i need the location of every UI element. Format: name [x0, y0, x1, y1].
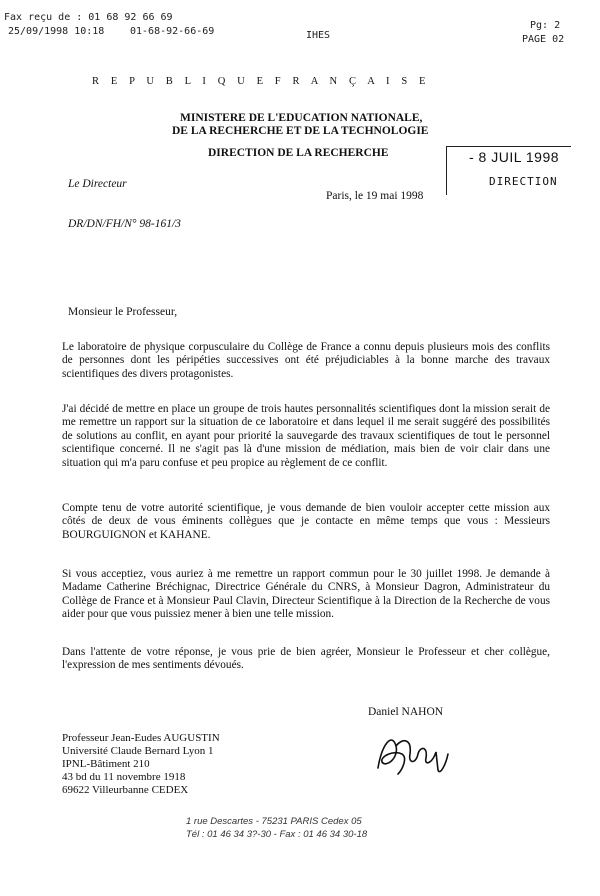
- received-stamp: [446, 146, 571, 195]
- handwritten-signature: [372, 724, 452, 780]
- recipient-line: 43 bd du 11 novembre 1918: [62, 771, 186, 783]
- signatory-name: Daniel NAHON: [368, 706, 444, 718]
- reference-number: DR/DN/FH/N° 98-161/3: [68, 218, 181, 230]
- recipient-line: IPNL-Bâtiment 210: [62, 758, 150, 770]
- fax-page-label: Pg: 2: [530, 20, 561, 31]
- fax-number: 01-68-92-66-69: [130, 26, 215, 37]
- ministry-line-2: DE LA RECHERCHE ET DE LA TECHNOLOGIE: [172, 125, 429, 137]
- fax-page-number: PAGE 02: [522, 34, 565, 45]
- body-paragraph-2: J'ai décidé de mettre en place un groupe de trois hautes personnalités scientifiques dont la mission serait de me remettre un rapport sur la situation de ce laboratoire et dans lequel il me serait suggéré des possibilités de solutions au conflit, en ayant pour priorité la sauvegarde des travaux scientifiques de tout le personnel scientifique concerné. Il ne s'agit pas là d'une mission de médiation, mais bien de voir clair dans une situation qui m'a paru confuse et peu propice au règlement de ce conflit.: [62, 403, 550, 469]
- fax-received-line: Fax reçu de : 01 68 92 66 69: [4, 12, 173, 23]
- ministry-line-1: MINISTERE DE L'EDUCATION NATIONALE,: [180, 112, 423, 124]
- stamp-label: DIRECTION: [489, 175, 558, 188]
- republic-heading: R E P U B L I Q U E F R A N Ç A I S E: [92, 76, 431, 87]
- direction-heading: DIRECTION DE LA RECHERCHE: [208, 147, 389, 159]
- place-date: Paris, le 19 mai 1998: [326, 190, 424, 202]
- body-paragraph-1: Le laboratoire de physique corpusculaire du Collège de France a connu depuis plusieurs mois des conflits de personnes dont les péripéties successives ont été préjudiciables à la bonne marche des travaux scientifiques des divers protagonistes.: [62, 341, 550, 380]
- salutation: Monsieur le Professeur,: [68, 306, 178, 318]
- body-paragraph-4: Si vous acceptiez, vous auriez à me remettre un rapport commun pour le 30 juillet 1998. Je demande à Madame Catherine Bréchignac, Directrice Générale du CNRS, à Monsieur Dagron, Administrateur du Collège de France et à Monsieur Paul Clavin, Directeur Scientifique à la Direction de la Recherche de vous aider pour que vous puissiez mener à bien une telle mission.: [62, 568, 550, 621]
- sender-title: Le Directeur: [68, 178, 127, 190]
- stamp-date: - 8 JUIL 1998: [469, 149, 560, 165]
- fax-sender: IHES: [306, 30, 331, 41]
- recipient-line: Professeur Jean-Eudes AUGUSTIN: [62, 732, 220, 744]
- body-paragraph-3: Compte tenu de votre autorité scientifique, je vous demande de bien vouloir accepter cette mission aux côtés de deux de vous éminents collègues que je contacte en même temps que vous : Messieurs BOURGUIGNON et KAHANE.: [62, 502, 550, 541]
- footer-phone: Tél : 01 46 34 3?-30 - Fax : 01 46 34 30-18: [186, 829, 368, 840]
- footer-address: 1 rue Descartes - 75231 PARIS Cedex 05: [186, 816, 362, 827]
- fax-timestamp: 25/09/1998 10:18: [8, 26, 105, 37]
- body-paragraph-5: Dans l'attente de votre réponse, je vous prie de bien agréer, Monsieur le Professeur et cher collègue, l'expression de mes sentiments dévoués.: [62, 646, 550, 672]
- recipient-line: 69622 Villeurbanne CEDEX: [62, 784, 189, 796]
- recipient-line: Université Claude Bernard Lyon 1: [62, 745, 214, 757]
